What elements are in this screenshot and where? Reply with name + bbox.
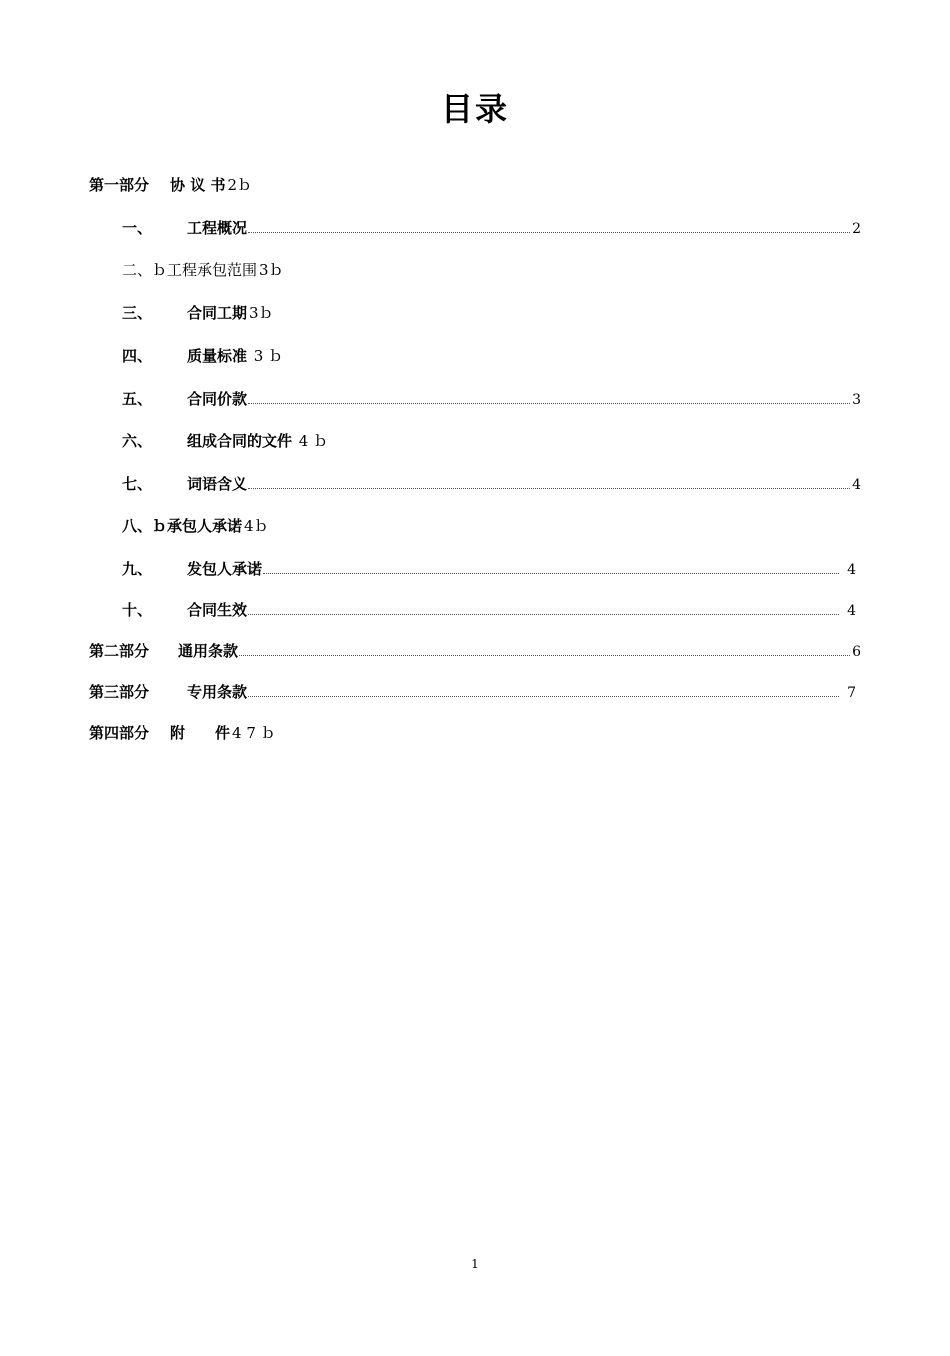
toc-entry-text: 合同工期 <box>187 304 248 322</box>
toc-entry-number: 第二部分 <box>89 642 150 660</box>
toc-entry-number: 七、 <box>122 475 153 493</box>
toc-entry-9[interactable] <box>122 558 861 580</box>
toc-entry-number: 五、 <box>122 390 153 408</box>
toc-entry-text: 协 议 书 <box>170 176 226 194</box>
toc-entry-number: 九、 <box>122 560 153 578</box>
toc-entry-text: 词语含义 <box>187 475 248 493</box>
dot-leader <box>263 572 839 574</box>
toc-entry-number: 六、 <box>122 432 153 450</box>
dot-leader <box>248 613 839 615</box>
toc-entry-part-3[interactable] <box>89 681 861 703</box>
toc-entry-suffix: 4 ｂ <box>294 432 329 450</box>
toc-entry-page: 3 <box>852 392 861 408</box>
toc-entry-text: 专用条款 <box>187 683 248 701</box>
dot-leader <box>248 487 850 489</box>
toc-entry-suffix: 3 ｂ <box>249 347 284 365</box>
toc-entry-3[interactable] <box>122 302 861 324</box>
toc-entry-part-2[interactable] <box>89 640 861 662</box>
toc-entry-number: 三、 <box>122 304 153 322</box>
toc-entry-number: 第四部分 <box>89 724 150 742</box>
toc-entry-suffix: 3ｂ <box>249 304 274 322</box>
toc-title: 目录 <box>440 90 509 128</box>
toc-entry-number: 第一部分 <box>89 176 150 194</box>
toc-entry-number: 一、 <box>122 219 153 237</box>
toc-entry-page: 7 <box>847 685 856 701</box>
toc-entry-suffix: 3ｂ <box>259 261 284 279</box>
toc-entry-suffix: 2ｂ <box>227 176 252 194</box>
dot-leader <box>248 402 850 404</box>
toc-entry-1[interactable] <box>122 217 861 239</box>
toc-entry-8[interactable] <box>122 515 861 537</box>
toc-entry-7[interactable] <box>122 473 861 495</box>
toc-entry-text: 发包人承诺 <box>187 560 263 578</box>
toc-entry-5[interactable] <box>122 388 861 410</box>
toc-entry-suffix: 4 7 ｂ <box>232 724 276 742</box>
toc-entry-number: 四、 <box>122 347 153 365</box>
toc-entry-text: 通用条款 <box>178 642 239 660</box>
dot-leader <box>248 695 839 697</box>
toc-entry-6[interactable] <box>122 430 861 452</box>
page-number: 1 <box>471 1257 479 1271</box>
toc-entry-suffix: 4ｂ <box>244 517 269 535</box>
toc-entry-part-4[interactable] <box>89 722 861 744</box>
toc-entry-number: 第三部分 <box>89 683 150 701</box>
toc-entry-10[interactable] <box>122 599 861 621</box>
toc-entry-text: 工程承包范围 <box>167 261 258 279</box>
toc-entry-text: 合同价款 <box>187 390 248 408</box>
toc-entry-text: 质量标准 <box>187 347 248 365</box>
dot-leader <box>248 231 850 233</box>
toc-entry-text: 附 件 <box>170 724 231 742</box>
dot-leader <box>239 654 850 656</box>
toc-entry-4[interactable] <box>122 345 861 367</box>
toc-entry-page: 4 <box>847 603 856 619</box>
toc-entry-number: 八、ｂ <box>122 517 168 535</box>
toc-entry-2[interactable] <box>122 259 861 281</box>
toc-entry-text: 组成合同的文件 <box>187 432 293 450</box>
toc-entry-number: 十、 <box>122 601 153 619</box>
toc-entry-page: 2 <box>852 221 861 237</box>
toc-entry-page: 4 <box>852 477 861 493</box>
toc-entry-text: 工程概况 <box>187 219 248 237</box>
toc-entry-page: 6 <box>852 644 861 660</box>
toc-entry-number: 二、ｂ <box>122 261 168 279</box>
toc-entry-text: 合同生效 <box>187 601 248 619</box>
toc-entry-part-1[interactable] <box>89 174 861 196</box>
toc-entry-page: 4 <box>847 562 856 578</box>
toc-entry-text: 承包人承诺 <box>167 517 243 535</box>
